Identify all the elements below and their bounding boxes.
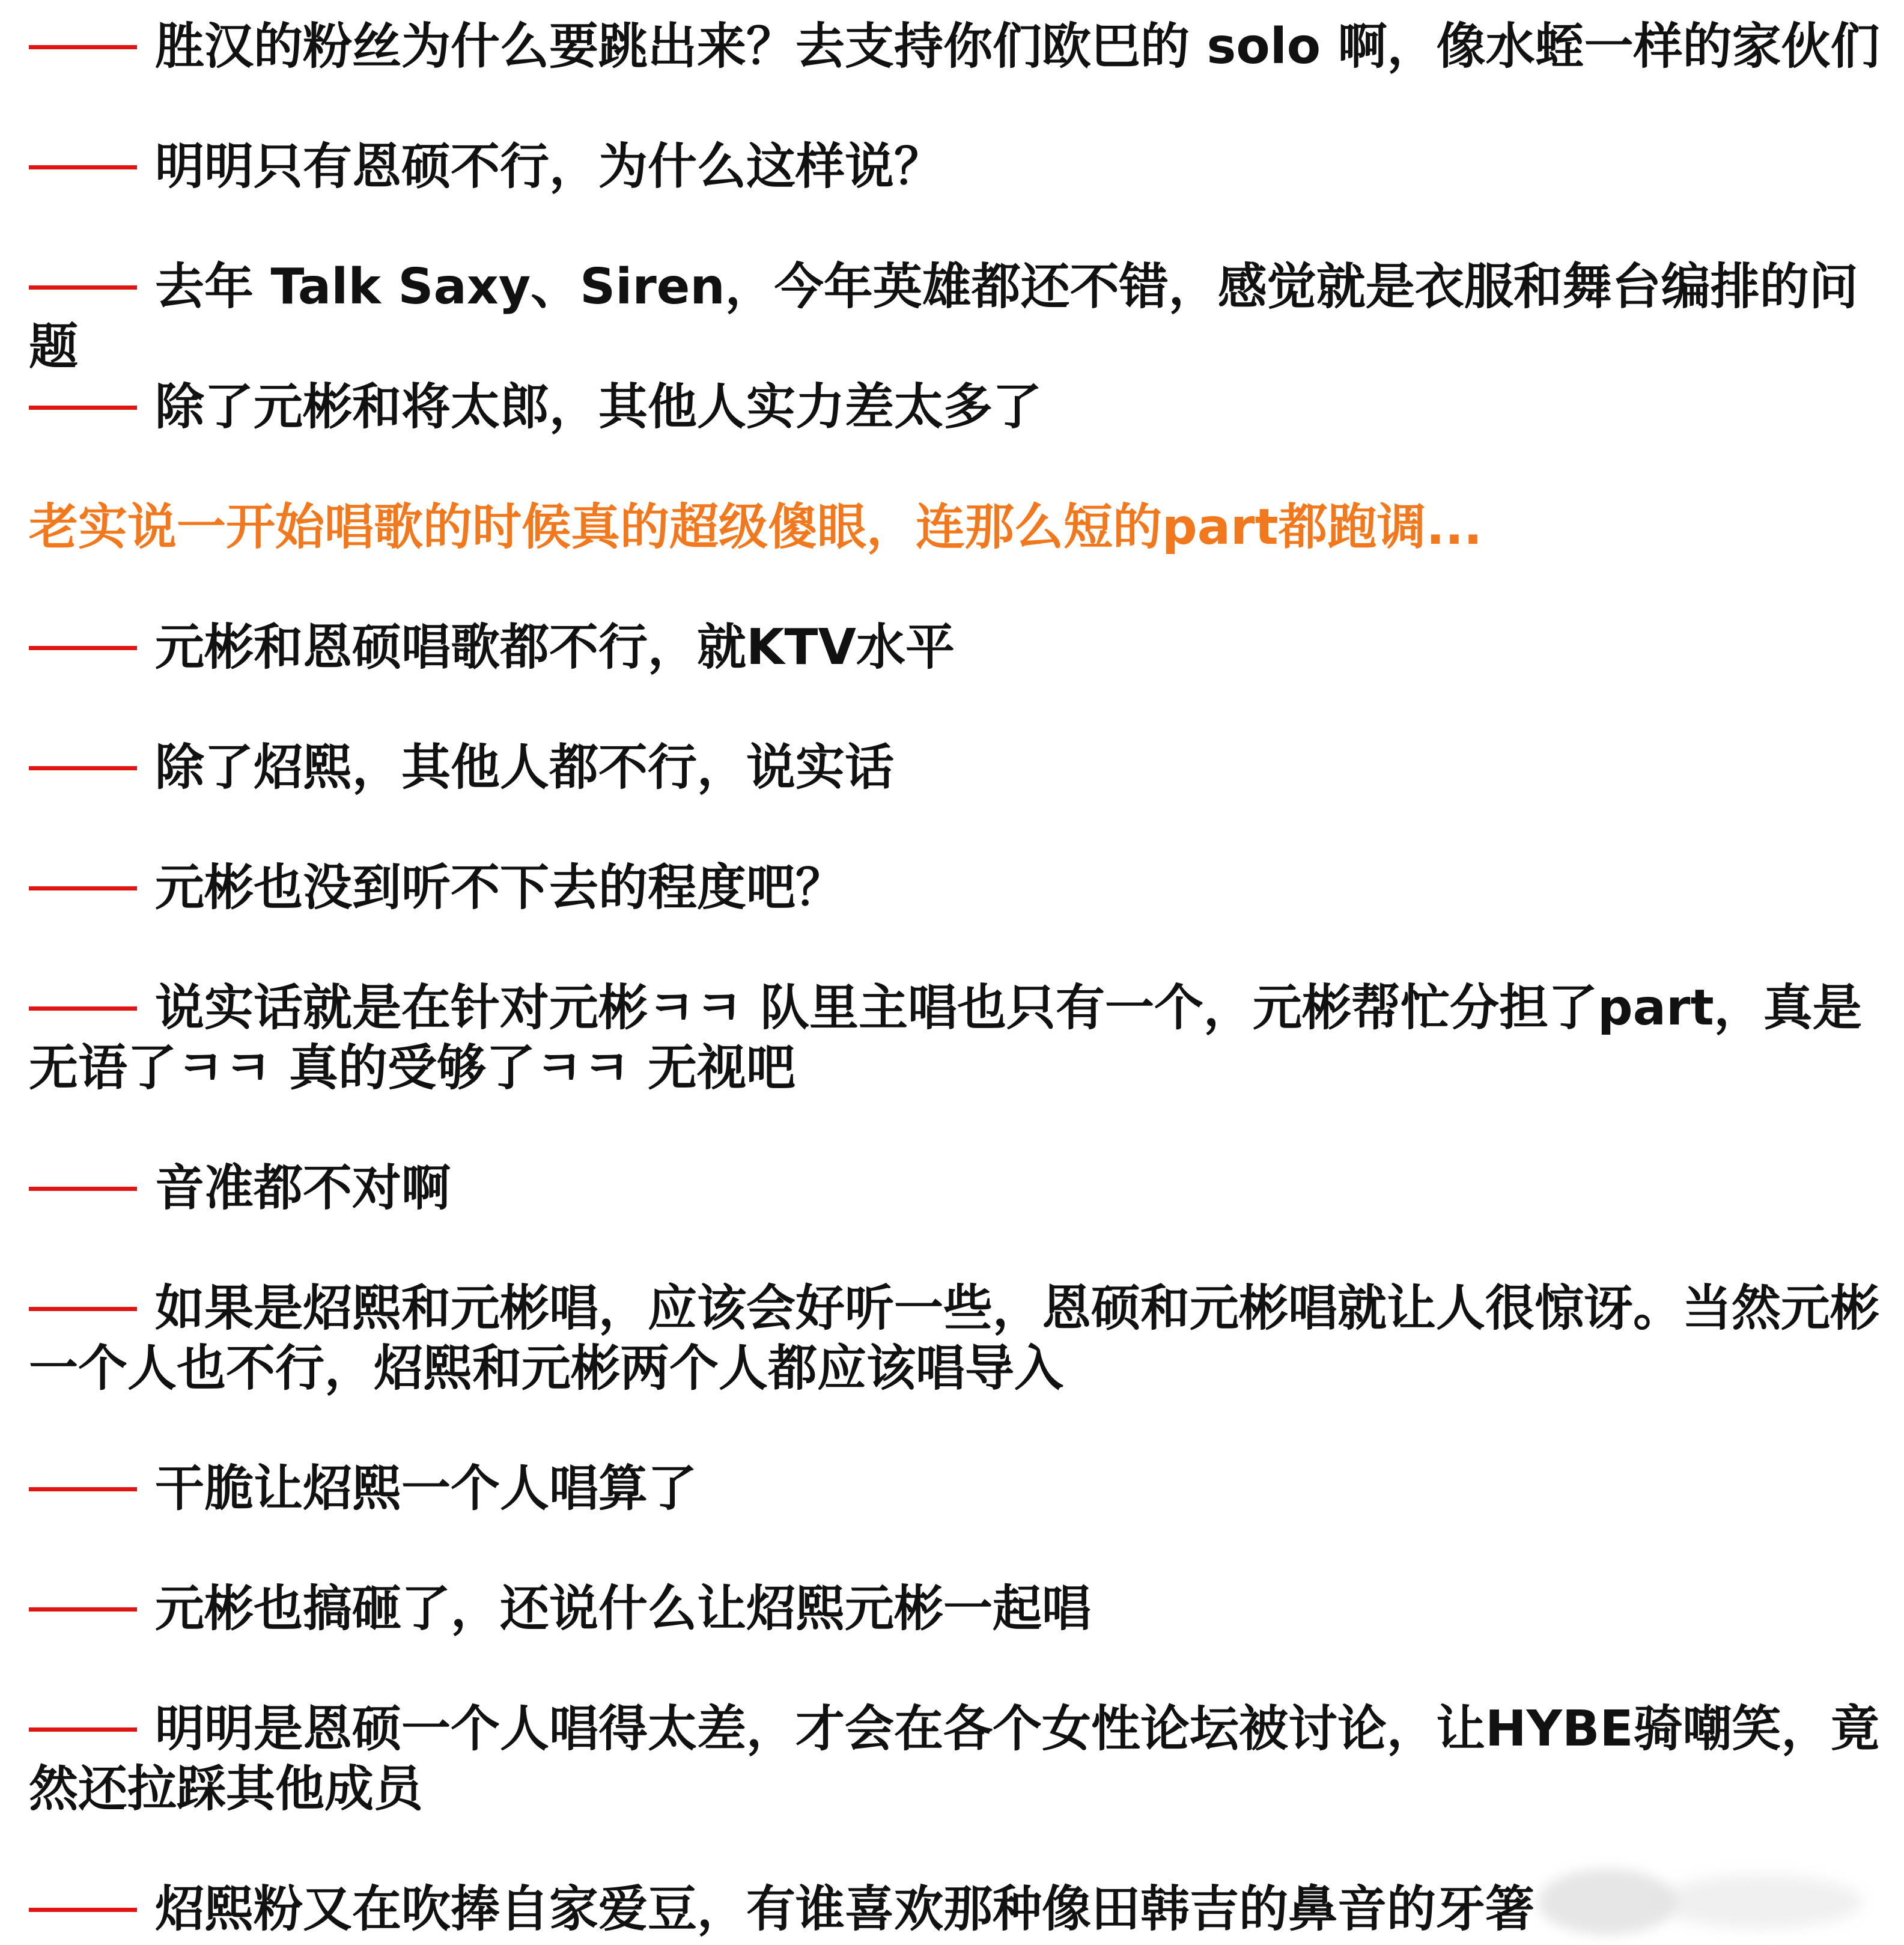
red-dash-icon (29, 45, 137, 49)
comment-14 (29, 1699, 1891, 1819)
comment-12 (29, 1459, 1891, 1519)
comment-5-highlight (29, 498, 1891, 558)
red-dash-icon (29, 1908, 137, 1912)
comment-text: 老实说一开始唱歌的时候真的超级傻眼，连那么短的part都跑调... (29, 499, 1483, 556)
comment-10 (29, 1158, 1891, 1219)
comment-6 (29, 618, 1891, 678)
comment-text: 说实话就是在针对元彬ㅋㅋ 队里主唱也只有一个，元彬帮忙分担了part，真是无语了ㅋㅋ 真的受够了ㅋㅋ 无视吧 (29, 979, 1862, 1097)
comment-text: 如果是炤熙和元彬唱，应该会好听一些，恩硕和元彬唱就让人很惊讶。当然元彬一个人也不行，炤熙和元彬两个人都应该唱导入 (29, 1280, 1880, 1397)
comment-text: 去年 Talk Saxy、Siren，今年英雄都还不错，感觉就是衣服和舞台编排的问题 (29, 258, 1858, 376)
watermark-text-blur (1658, 1875, 1863, 1929)
red-dash-icon (29, 285, 137, 290)
comment-8 (29, 858, 1891, 918)
red-dash-icon (29, 766, 137, 770)
comment-text: 明明是恩硕一个人唱得太差，才会在各个女性论坛被讨论，让HYBE骑嘲笑，竟然还拉踩其他成员 (29, 1700, 1880, 1818)
comment-text: 干脆让炤熙一个人唱算了 (155, 1460, 698, 1517)
comment-text: 炤熙粉又在吹捧自家爱豆，有谁喜欢那种像田韩吉的鼻音的牙箸 (155, 1881, 1535, 1938)
comment-text: 元彬也没到听不下去的程度吧？ (155, 859, 845, 916)
red-dash-icon (29, 165, 137, 169)
comment-text: 胜汉的粉丝为什么要跳出来？去支持你们欧巴的 solo 啊，像水蛭一样的家伙们 (155, 18, 1880, 75)
red-dash-icon (29, 1006, 137, 1011)
red-dash-icon (29, 1727, 137, 1732)
comment-text: 明明只有恩硕不行，为什么这样说？ (155, 138, 944, 195)
comment-13 (29, 1579, 1891, 1639)
red-dash-icon (29, 1187, 137, 1191)
comment-9 (29, 978, 1891, 1098)
comment-4 (29, 377, 1891, 437)
watermark-icon (1538, 1869, 1676, 1935)
red-dash-icon (29, 1307, 137, 1311)
comment-2 (29, 137, 1891, 197)
red-dash-icon (29, 646, 137, 650)
comment-1 (29, 17, 1891, 77)
comment-11 (29, 1279, 1891, 1399)
comment-3 (29, 257, 1891, 377)
comment-text: 除了元彬和将太郎，其他人实力差太多了 (155, 379, 1042, 436)
comment-text: 元彬也搞砸了，还说什么让炤熙元彬一起唱 (155, 1580, 1092, 1637)
comment-text: 音准都不对啊 (155, 1160, 451, 1217)
red-dash-icon (29, 1607, 137, 1612)
red-dash-icon (29, 886, 137, 890)
comment-text: 除了炤熙，其他人都不行，说实话 (155, 739, 895, 796)
red-dash-icon (29, 406, 137, 410)
comment-text: 元彬和恩硕唱歌都不行，就KTV水平 (155, 619, 955, 676)
red-dash-icon (29, 1487, 137, 1491)
comment-7 (29, 738, 1891, 798)
